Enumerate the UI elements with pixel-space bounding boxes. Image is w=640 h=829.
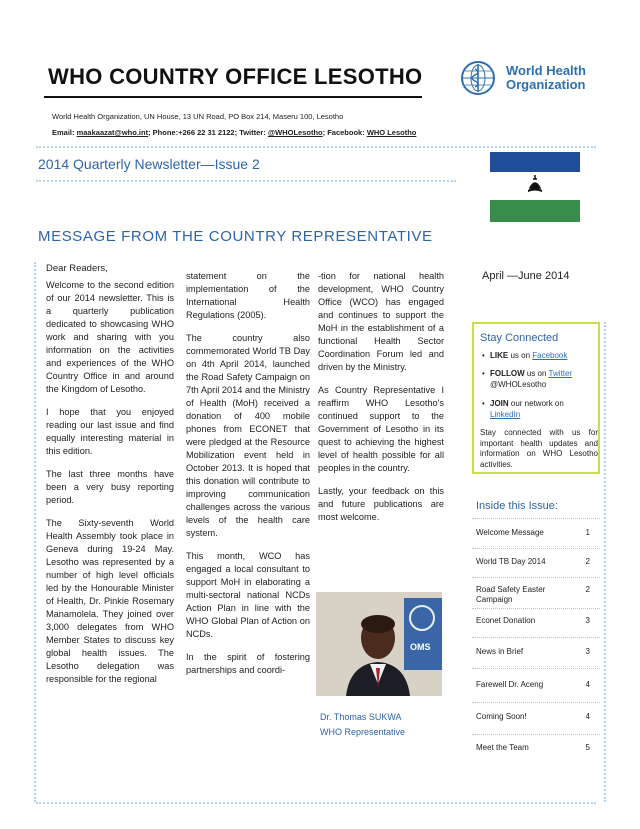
twitter-link[interactable]: Twitter [548, 369, 573, 378]
article-paragraph: Welcome to the second edition of our 2014 newsletter. This is a quarterly publication dedicated to showcasing WHO work and sharing with you information on the activities and experiences of the WHO Country Office in and around the Kingdom of Lesotho. [46, 280, 174, 394]
toc-divider [472, 637, 600, 638]
article-paragraph: As Country Representative I reaffirm WHO Lesotho's continued support to the Government of Lesotho in its quest to achieving the highest level of health possible for all peoples in the country. [318, 385, 444, 473]
flag-green-band [490, 200, 580, 222]
title-underline [44, 96, 422, 98]
toc-item-page: 5 [585, 743, 590, 752]
toc-item-label: Meet the Team [476, 743, 529, 752]
flag-blue-band [490, 152, 580, 172]
toc-item-label: World TB Day 2014 [476, 557, 546, 566]
toc-divider [472, 702, 600, 703]
stay-connected-note: Stay connected with us for important health updates and information on WHO Lesotho activities. [480, 428, 598, 469]
article-paragraph: The last three months have been a very busy reporting period. [46, 469, 174, 505]
dotted-divider-right [604, 322, 606, 802]
who-wordmark [506, 64, 586, 92]
dotted-divider-top [36, 146, 596, 148]
inside-issue-title: Inside this Issue: [476, 500, 558, 512]
article-column-1 [46, 262, 174, 696]
article-paragraph: In the spirit of fostering partnerships and coordi- [186, 652, 310, 675]
toc-item-label: Econet Donation [476, 616, 536, 625]
twitter-link[interactable]: @WHOLesotho [267, 128, 323, 137]
stay-item-twitter [482, 368, 598, 390]
phone-label: ; Phone: [148, 128, 179, 137]
twitter-handle: @WHOLesotho [490, 380, 547, 389]
basotho-hat-icon [526, 174, 544, 196]
date-range: April —June 2014 [482, 270, 570, 282]
stay-item-linkedin [482, 398, 598, 420]
dotted-divider-left [34, 262, 36, 802]
toc-item-page: 2 [585, 557, 590, 566]
facebook-link[interactable]: WHO Lesotho [366, 128, 417, 137]
toc-item-page: 4 [585, 712, 590, 721]
stay-item-verb: JOIN [490, 399, 509, 408]
dotted-divider-mid [36, 180, 456, 182]
article-column-3 [318, 270, 444, 534]
toc-divider [472, 734, 600, 735]
bullet-icon: • [482, 369, 485, 378]
toc-divider [472, 548, 600, 549]
message-heading: MESSAGE FROM THE COUNTRY REPRESENTATIVE [38, 228, 433, 245]
stay-connected-title: Stay Connected [480, 332, 559, 344]
email-link[interactable]: maakaazat@who.int [76, 128, 149, 137]
toc-item-label: Road Safety Easter Campaign [476, 585, 546, 604]
photo-caption [320, 710, 405, 740]
toc-divider [472, 518, 600, 519]
who-emblem-icon [460, 60, 496, 96]
facebook-label: ; Facebook: [322, 128, 367, 137]
article-paragraph: The Sixty-seventh World Health Assembly took place in Geneva during 19-24 May. Lesotho was represented by a number of high level officials led by the Honourable Minister of Health, Dr. Pinkie Rosemary Manamolela. They joined over 3,000 delegates from WHO Member States to discuss key global health issues. The Lesotho delegation was responsible for the regional [46, 518, 174, 684]
toc-item-page: 1 [585, 528, 590, 537]
article-paragraph: Lastly, your feedback on this and future publications are most welcome. [318, 486, 444, 522]
toc-item-page: 4 [585, 680, 590, 689]
greeting: Dear Readers, [46, 263, 108, 274]
toc-item-label: Farewell Dr. Aceng [476, 680, 544, 689]
representative-role: WHO Representative [320, 727, 406, 737]
bullet-icon: • [482, 399, 485, 408]
office-address: World Health Organization, UN House, 13 UN Road, PO Box 214, Maseru 100, Lesotho [52, 112, 344, 121]
toc-item-label: Coming Soon! [476, 712, 527, 721]
article-paragraph: statement on the implementation of the International Health Regulations (2005). [186, 271, 310, 320]
issue-title: 2014 Quarterly Newsletter—Issue 2 [38, 156, 260, 172]
email-label: Email: [52, 128, 77, 137]
stay-item-verb: LIKE [490, 351, 509, 360]
toc-item-page: 2 [585, 585, 590, 594]
stay-item-facebook [482, 350, 598, 361]
stay-item-text: our network on [508, 399, 564, 408]
article-paragraph: This month, WCO has engaged a local consultant to support MoH in elaborating a multi-sectoral national NCDs Action Plan in line with the WHO Global Plan of Action on NCDs. [186, 551, 310, 639]
lesotho-flag [490, 152, 580, 222]
toc-item-label: News in Brief [476, 647, 524, 656]
representative-name: Dr. Thomas SUKWA [320, 712, 402, 722]
article-paragraph: I hope that you enjoyed reading our last issue and find equally interesting material in this edition. [46, 407, 174, 456]
toc-item-label: Welcome Message [476, 528, 544, 537]
article-column-2 [186, 270, 310, 687]
dotted-divider-bottom [36, 802, 596, 804]
stay-connected-box [472, 322, 600, 474]
toc-divider [472, 577, 600, 578]
stay-item-verb: FOLLOW [490, 369, 525, 378]
phone-number: +266 22 31 2122 [178, 128, 235, 137]
representative-photo [316, 592, 442, 696]
toc-item-page: 3 [585, 647, 590, 656]
linkedin-link[interactable]: LinkedIn [490, 410, 521, 419]
stay-item-text: us on [508, 351, 533, 360]
toc-divider [472, 608, 600, 609]
toc-item-page: 3 [585, 616, 590, 625]
who-wordmark-line1: World Health [506, 63, 586, 78]
stay-item-text: us on [524, 369, 549, 378]
who-wordmark-line2: Organization [506, 77, 586, 92]
newsletter-title: WHO COUNTRY OFFICE LESOTHO [48, 64, 423, 89]
contact-line [52, 128, 416, 137]
article-paragraph: -tion for national health development, WHO Country Office (WCO) has engaged and continues to support the MoH in the establishment of a functional Health Sector Coordination Forum led and driven by the Ministry. [318, 271, 444, 372]
article-paragraph: The country also commemorated World TB Day on 4th April 2014, launched the Road Safety Campaign on 7th April 2014 and the Ministry of Health (MoH) received a donation of 400 mobile phones from ECONET that were pledged at the Resource Mobilization event held in October 2013. It is hoped that this donation will contribute to improving communication challenges across the various levels of the health care system. [186, 333, 310, 538]
toc-divider [472, 668, 600, 669]
facebook-link[interactable]: Facebook [532, 351, 568, 360]
bullet-icon: • [482, 351, 485, 360]
photo-flag-text: OMS [410, 642, 431, 652]
twitter-label: ; Twitter: [234, 128, 268, 137]
